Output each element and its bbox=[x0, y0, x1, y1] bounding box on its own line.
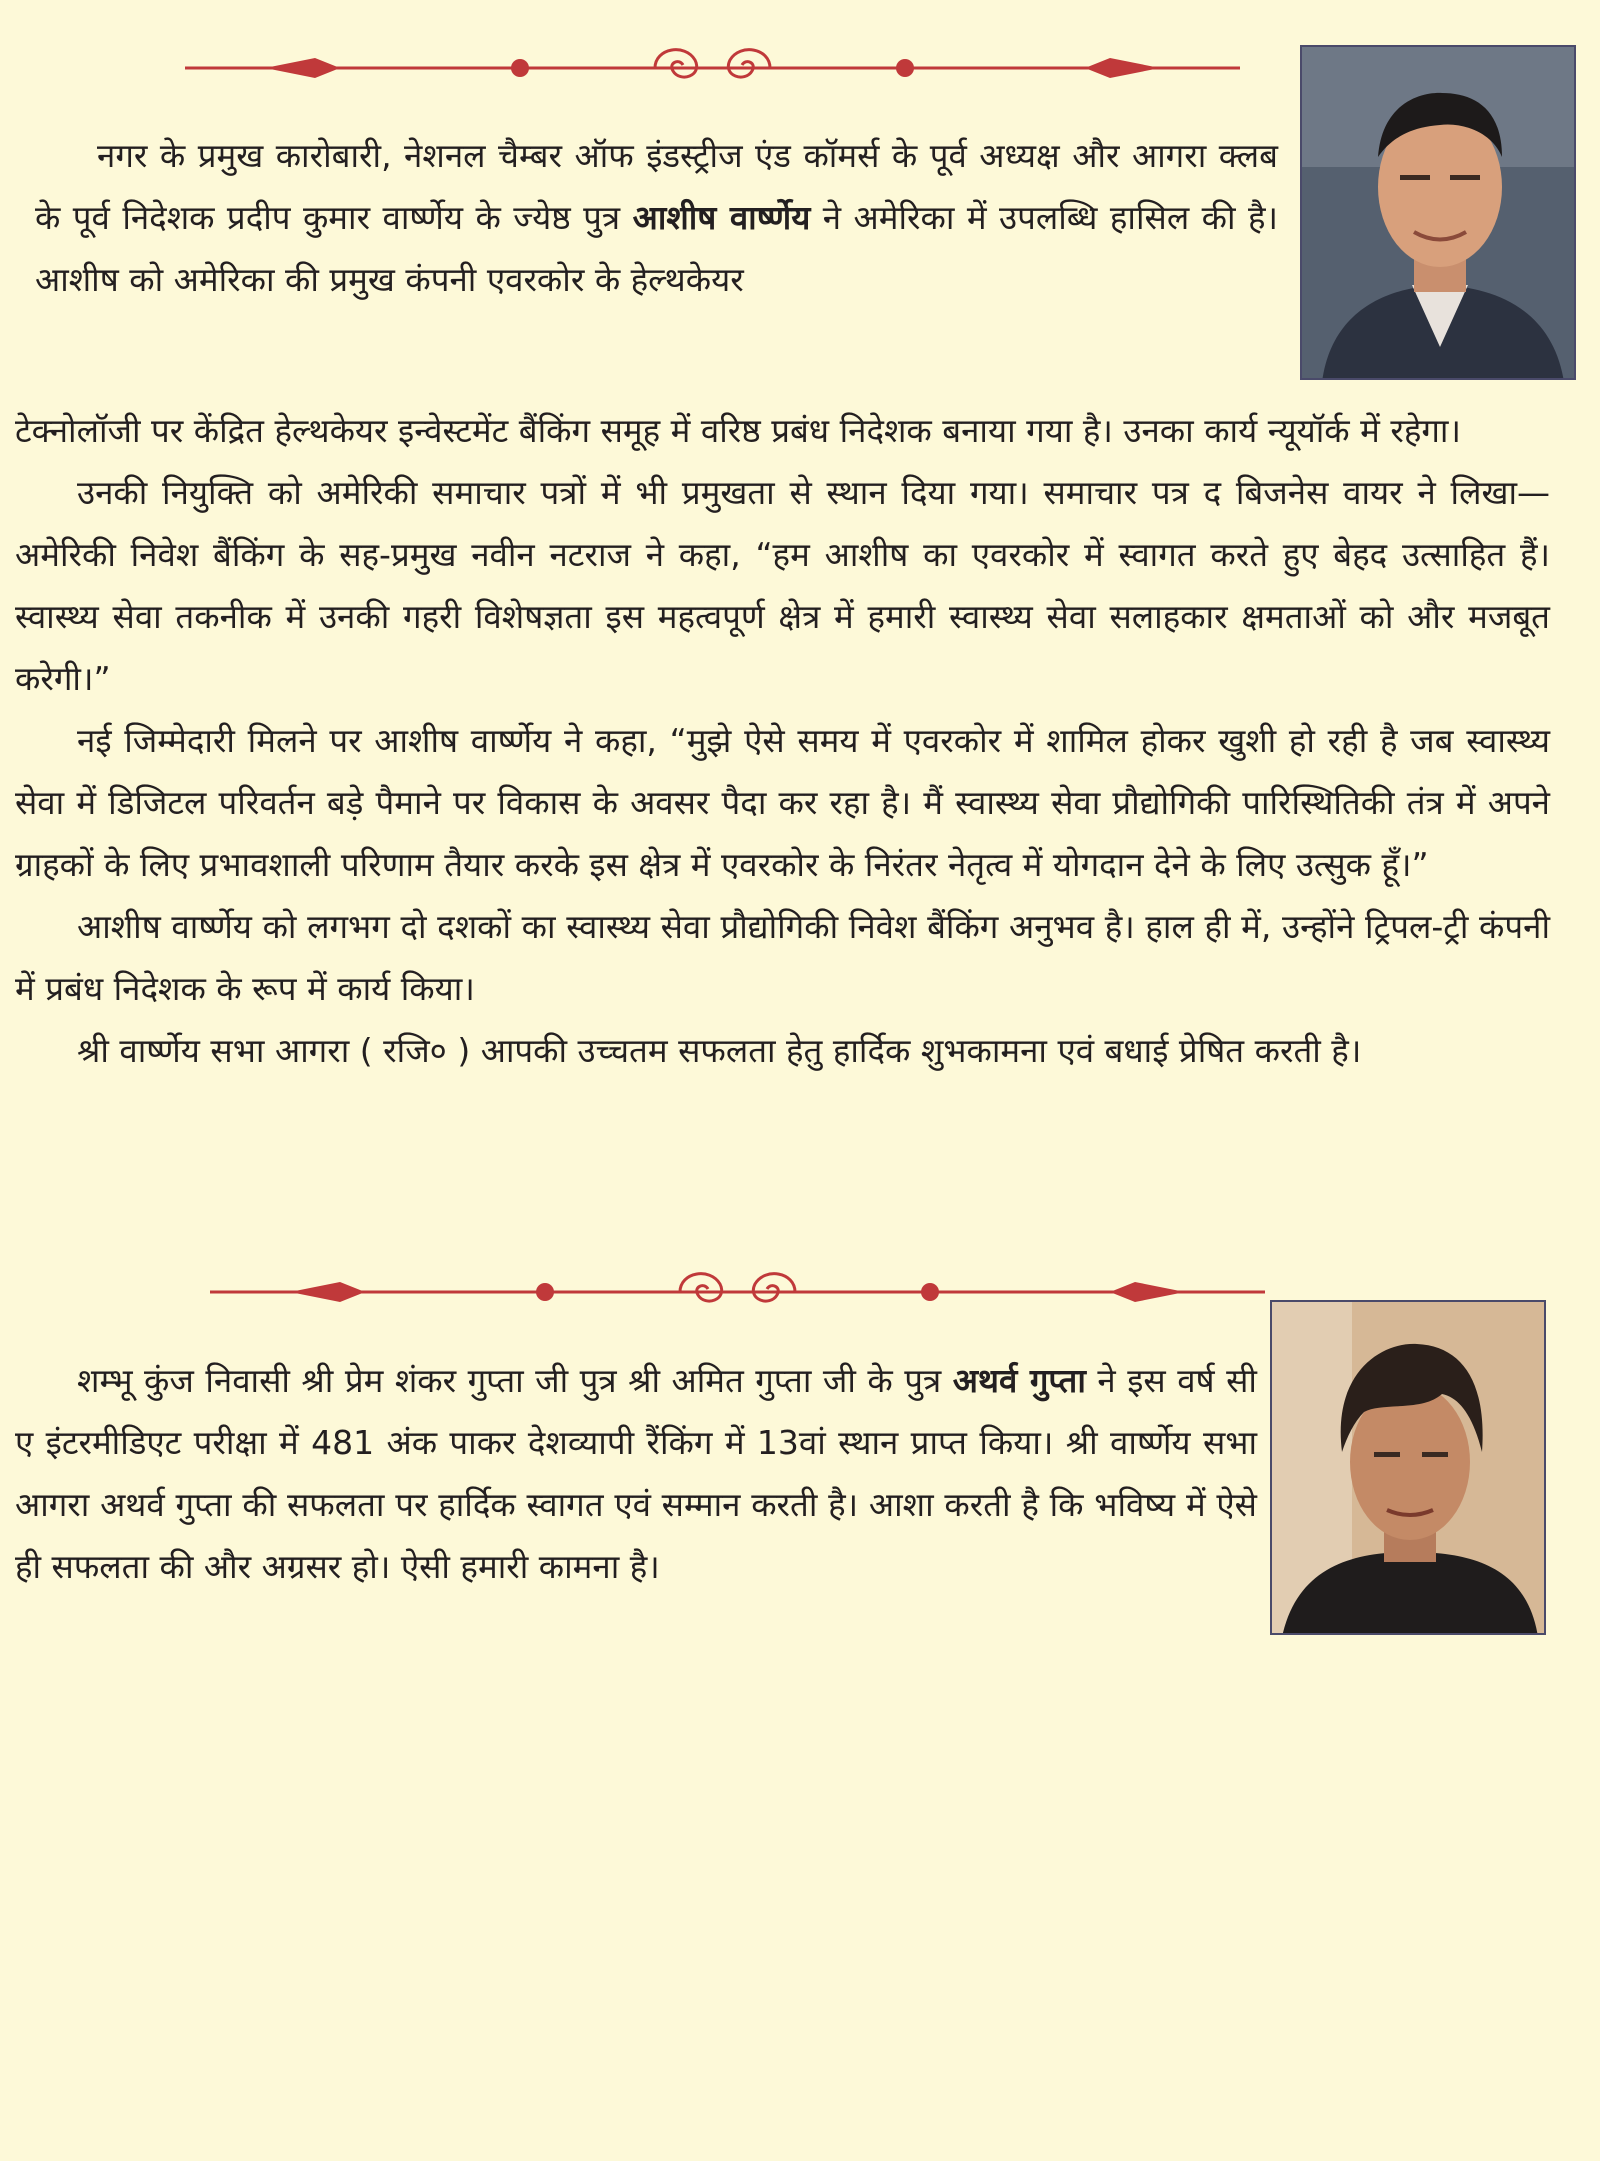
ornament-divider-top bbox=[185, 38, 1240, 98]
article1-para3: नई जिम्मेदारी मिलने पर आशीष वार्ष्णेय ने कहा, “मुझे ऐसे समय में एवरकोर में शामिल होकर खुशी हो रही है जब स्वास्थ्य सेवा में डिजिटल परिवर्तन बड़े पैमाने पर विकास के अवसर पैदा कर रहा है। मैं स्वास्थ्य सेवा प्रौद्योगिकी पारिस्थितिकी तंत्र में अपने ग्राहकों के लिए प्रभावशाली परिणाम तैयार करके इस क्षेत्र में एवरकोर के निरंतर नेतृत्व में योगदान देने के लिए उत्सुक हूँ।” bbox=[15, 721, 1550, 884]
article2-body bbox=[15, 1350, 1257, 1598]
photo-ashish-varshney bbox=[1300, 45, 1576, 380]
article2-intro-before: शम्भू कुंज निवासी श्री प्रेम शंकर गुप्ता जी पुत्र श्री अमित गुप्ता जी के पुत्र bbox=[77, 1361, 942, 1400]
article1-para4: आशीष वार्ष्णेय को लगभग दो दशकों का स्वास्थ्य सेवा प्रौद्योगिकी निवेश बैंकिंग अनुभव है। हाल ही में, उन्होंने ट्रिपल-ट्री कंपनी में प्रबंध निदेशक के रूप में कार्य किया। bbox=[15, 907, 1550, 1008]
ornament-divider-middle bbox=[210, 1262, 1265, 1322]
article1-body bbox=[15, 400, 1550, 1082]
article1-intro-after: ने अमेरिका में उपलब्धि हासिल की है। आशीष को अमेरिका की प्रमुख कंपनी एवरकोर के हेल्थकेयर bbox=[35, 198, 1279, 299]
article1-name-ashish: आशीष वार्ष्णेय bbox=[632, 198, 811, 237]
article1-para5: श्री वार्ष्णेय सभा आगरा ( रजि० ) आपकी उच्चतम सफलता हेतु हार्दिक शुभकामना एवं बधाई प्रेषित करती है। bbox=[77, 1031, 1362, 1070]
article1-para2: उनकी नियुक्ति को अमेरिकी समाचार पत्रों में भी प्रमुखता से स्थान दिया गया। समाचार पत्र द बिजनेस वायर ने लिखा—अमेरिकी निवेश बैंकिंग के सह-प्रमुख नवीन नटराज ने कहा, “हम आशीष का एवरकोर में स्वागत करते हुए बेहद उत्साहित हैं। स्वास्थ्य सेवा तकनीक में उनकी गहरी विशेषज्ञता इस महत्वपूर्ण क्षेत्र में हमारी स्वास्थ्य सेवा सलाहकार क्षमताओं को और मजबूत करेगी।” bbox=[15, 473, 1550, 698]
article1-intro bbox=[35, 125, 1278, 311]
article2-intro-after: ने इस वर्ष सी ए इंटरमीडिएट परीक्षा में 481 अंक पाकर देशव्यापी रैंकिंग में 13वां स्थान प्राप्त किया। श्री वार्ष्णेय सभा आगरा अथर्व गुप्ता की सफलता पर हार्दिक स्वागत एवं सम्मान करती है। आशा करती है कि भविष्य में ऐसे ही सफलता की और अग्रसर हो। ऐसी हमारी कामना है। bbox=[15, 1361, 1257, 1586]
photo-atharva-gupta bbox=[1270, 1300, 1546, 1635]
article1-continuation: टेक्नोलॉजी पर केंद्रित हेल्थकेयर इन्वेस्टमेंट बैंकिंग समूह में वरिष्ठ प्रबंध निदेशक बनाया गया है। उनका कार्य न्यूयॉर्क में रहेगा। bbox=[15, 411, 1461, 450]
article2-name-atharva: अथर्व गुप्ता bbox=[952, 1361, 1086, 1400]
article1-intro-before: नगर के प्रमुख कारोबारी, नेशनल चैम्बर ऑफ इंडस्ट्रीज एंड कॉमर्स के पूर्व अध्यक्ष और आगरा क्लब के पूर्व निदेशक प्रदीप कुमार वार्ष्णेय के ज्येष्ठ पुत्र bbox=[35, 136, 1278, 237]
